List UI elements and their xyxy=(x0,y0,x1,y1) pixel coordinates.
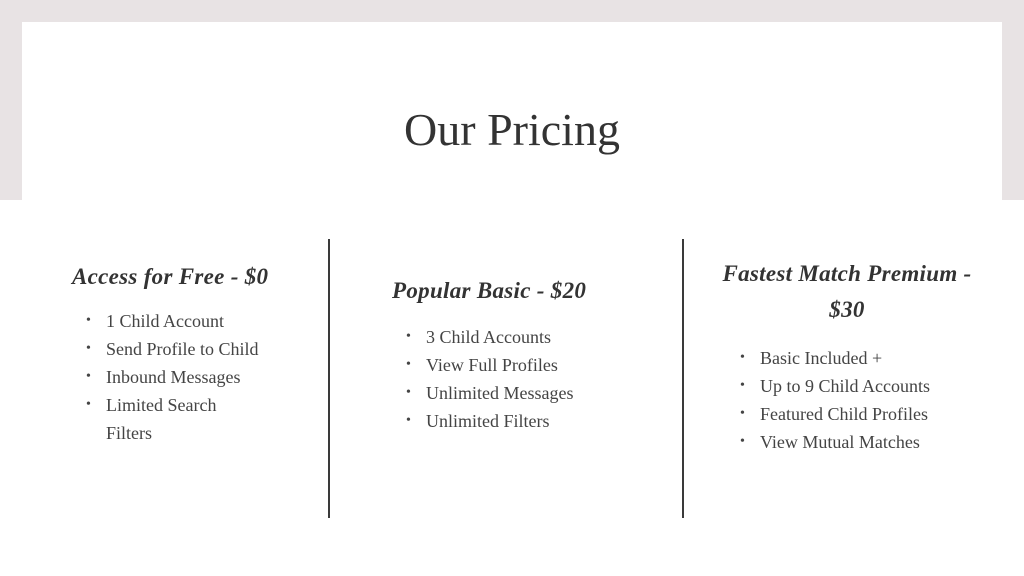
feature-item xyxy=(72,307,302,335)
bullet-icon: • xyxy=(740,406,745,421)
bullet-icon: • xyxy=(86,341,91,356)
plan-free xyxy=(72,259,302,447)
feature-text: Basic Included + xyxy=(760,348,883,368)
bullet-icon: • xyxy=(406,413,411,428)
feature-list xyxy=(726,344,982,456)
plan-title: Access for Free - $0 xyxy=(72,264,269,289)
bullet-icon: • xyxy=(86,369,91,384)
feature-text: Up to 9 Child Accounts xyxy=(760,376,930,396)
feature-item xyxy=(726,372,982,400)
bullet-icon: • xyxy=(740,378,745,393)
feature-item xyxy=(392,351,662,379)
plan-title: Popular Basic - $20 xyxy=(392,278,587,303)
feature-text: Unlimited Messages xyxy=(426,383,574,403)
plan-premium xyxy=(712,256,982,456)
feature-item xyxy=(72,363,302,391)
feature-item xyxy=(392,323,662,351)
column-divider-right xyxy=(682,239,684,518)
plan-basic xyxy=(392,273,662,435)
bullet-icon: • xyxy=(86,313,91,328)
feature-item xyxy=(726,400,982,428)
feature-text: Inbound Messages xyxy=(106,367,241,387)
bullet-icon: • xyxy=(86,397,91,412)
feature-text: View Full Profiles xyxy=(426,355,558,375)
feature-item xyxy=(72,335,302,363)
feature-item xyxy=(392,379,662,407)
feature-item xyxy=(726,344,982,372)
bullet-icon: • xyxy=(406,357,411,372)
feature-list xyxy=(72,307,302,447)
feature-item xyxy=(726,428,982,456)
feature-text: 1 Child Account xyxy=(106,311,224,331)
feature-text: Featured Child Profiles xyxy=(760,404,928,424)
column-divider-left xyxy=(328,239,330,518)
bullet-icon: • xyxy=(406,329,411,344)
bullet-icon: • xyxy=(406,385,411,400)
feature-text: Unlimited Filters xyxy=(426,411,550,431)
feature-item xyxy=(72,391,256,447)
feature-text: Send Profile to Child xyxy=(106,339,259,359)
feature-list xyxy=(392,323,662,435)
feature-text: 3 Child Accounts xyxy=(426,327,551,347)
feature-text: View Mutual Matches xyxy=(760,432,920,452)
feature-text: Limited Search Filters xyxy=(106,395,217,443)
bullet-icon: • xyxy=(740,434,745,449)
plan-title: Fastest Match Premium - $30 xyxy=(722,261,972,322)
page-title: Our Pricing xyxy=(404,104,620,155)
feature-item xyxy=(392,407,662,435)
bullet-icon: • xyxy=(740,350,745,365)
